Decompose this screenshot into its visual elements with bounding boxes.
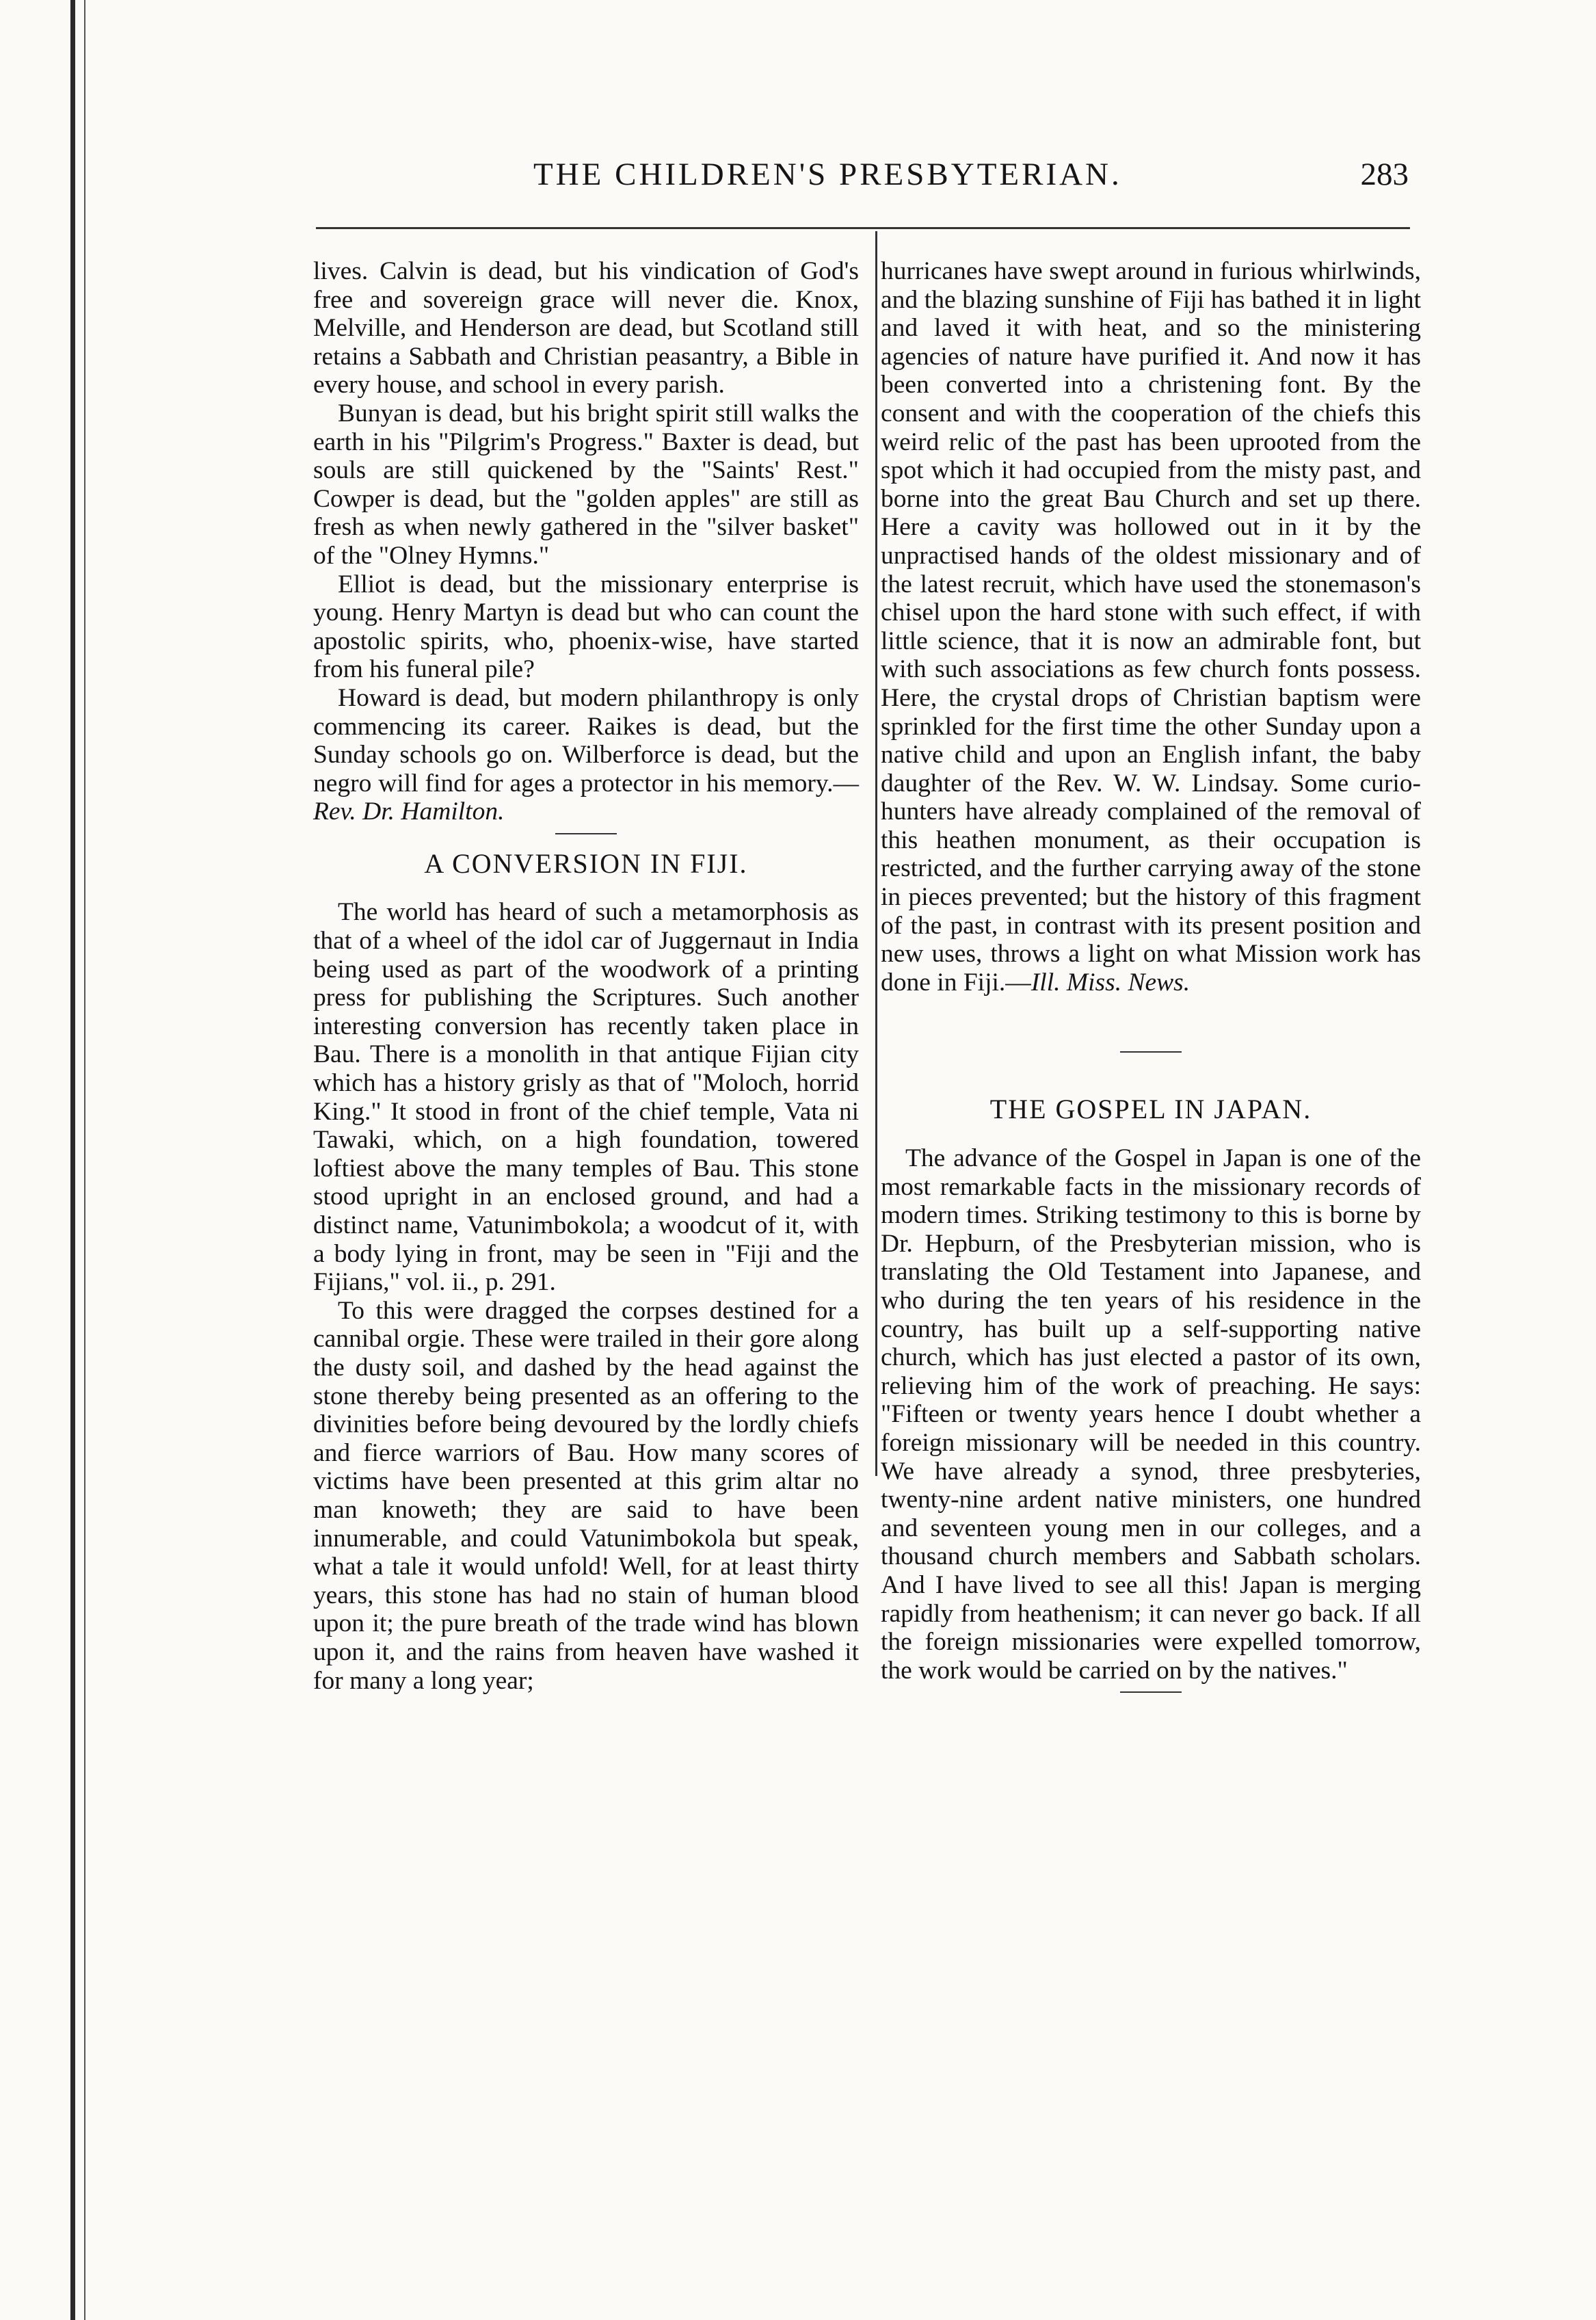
header-rule — [316, 227, 1410, 229]
section-rule — [1120, 1691, 1182, 1693]
spacer — [881, 1053, 1421, 1080]
paragraph — [881, 257, 1421, 997]
section-heading: THE GOSPEL IN JAPAN. — [989, 1094, 1312, 1125]
paragraph: To this were dragged the corpses destined for a cannibal orgie. These were trailed in their gore along the dusty soil, and dashed by the head against the stone thereby being presented as an offering to the divinities before being devoured by the lordly chiefs and fierce warriors of Bau. How many scores of victims have been presented at this grim altar no man knoweth; they are said to have been innumerable, and could Vatunimbokola but speak, what a tale it would unfold! Well, for at least thirty years, this stone has had no stain of human blood upon it; the pure breath of the trade wind has blown upon it, and the rains from heaven have washed it for many a long year; — [313, 1296, 859, 1695]
credit: Rev. Dr. Hamilton. — [313, 798, 505, 826]
paragraph: Elliot is dead, but the missionary enterprise is young. Henry Martyn is dead but who can count the apostolic spirits, who, phoenix-wise, have started from his funeral pile? — [313, 570, 859, 684]
section-heading: A CONVERSION IN FIJI. — [424, 847, 748, 879]
section-rule — [555, 833, 617, 834]
page-number: 283 — [1360, 157, 1409, 192]
paragraph: Bunyan is dead, but his bright spirit still walks the earth in his "Pilgrim's Progress." Baxter is dead, but souls are still quickened by the "Saints' Rest." Cowper is dead, but the "golden apples" are still as fresh as when newly gathered in the "silver basket" of the "Olney Hymns." — [313, 399, 859, 570]
right-column — [881, 257, 1421, 1693]
paragraph — [313, 684, 859, 826]
paragraph-text: Howard is dead, but modern philanthropy is only commencing its career. Raikes is dead, but the Sunday schools go on. Wilberforce is dead, but the negro will find for ages a protector in his memory.— — [313, 683, 859, 798]
paragraph: The world has heard of such a metamorphosis as that of a wheel of the idol car of Juggernaut in India being used as part of the woodwork of a printing press for publishing the Scriptures. Such another interesting conversion has recently taken place in Bau. There is a monolith in that antique Fijian city which has a history grisly as that of "Moloch, horrid King." It stood in front of the chief temple, Vata ni Tawaki, which, on a high foundation, towered loftiest above the many temples of Bau. This stone stood upright in an enclosed ground, and had a distinct name, Vatunimbokola; a woodcut of it, with a body lying in front, may be seen in "Fiji and the Fijians," vol. ii., p. 291. — [313, 898, 859, 1297]
left-column — [313, 257, 859, 1695]
binding-edge-rule — [70, 0, 75, 2320]
paragraph: lives. Calvin is dead, but his vindication of God's free and sovereign grace will never die. Knox, Melville, and Henderson are dead, but Scotland still retains a Sabbath and Christian peasantry, a Bible in every house, and school in every parish. — [313, 257, 859, 399]
binding-edge-rule-thin — [84, 0, 85, 2320]
running-title: THE CHILDREN'S PRESBYTERIAN. — [533, 157, 1122, 192]
running-header — [356, 152, 1409, 200]
column-divider — [875, 231, 877, 1476]
spacer — [881, 997, 1421, 1044]
paragraph-text: hurricanes have swept around in furious whirlwinds, and the blazing sunshine of Fiji has bathed it in light and laved it with heat, and so the ministering agencies of nature have purified it. And now it has been converted into a christening font. By the consent and with the cooperation of the chiefs this weird relic of the past has been uprooted from the spot which it had occupied from the misty past, and borne into the great Bau Church and set up there. Here a cavity was hollowed out in it by the unpractised hands of the oldest missionary and of the latest recruit, which have used the stonemason's chisel upon the hard stone with such effect, if with little science, that it is now an admirable font, but with such associations as few church fonts possess. Here, the crystal drops of Christian baptism were sprinkled for the first time the other Sunday upon a native child and upon an English infant, the baby daughter of the Rev. W. W. Lindsay. Some curio-hunters have already complained of the removal of this heathen monument, as their occupation is restricted, and the further carrying away of the stone in pieces prevented; but the history of this fragment of the past, in contrast with its present position and new uses, throws a light on what Mission work has done in Fiji.— — [881, 257, 1421, 997]
paragraph: The advance of the Gospel in Japan is one of the most remarkable facts in the missionary records of modern times. Striking testimony to this is borne by Dr. Hepburn, of the Presbyterian mission, who is translating the Old Testament into Japanese, and who during the ten years of his residence in the country, has built up a self-supporting native church, which has just elected a pastor of its own, relieving him of the work of preaching. He says: "Fifteen or twenty years hence I doubt whether a foreign missionary will be needed in this country. We have already a synod, three presbyteries, twenty-nine ardent native ministers, one hundred and seventeen young men in our colleges, and a thousand church members and Sabbath scholars. And I have lived to see all this! Japan is merging rapidly from heathenism; it can never go back. If all the foreign missionaries were expelled tomorrow, the work would be carried on by the natives." — [881, 1144, 1421, 1685]
credit: Ill. Miss. News. — [1030, 968, 1191, 997]
